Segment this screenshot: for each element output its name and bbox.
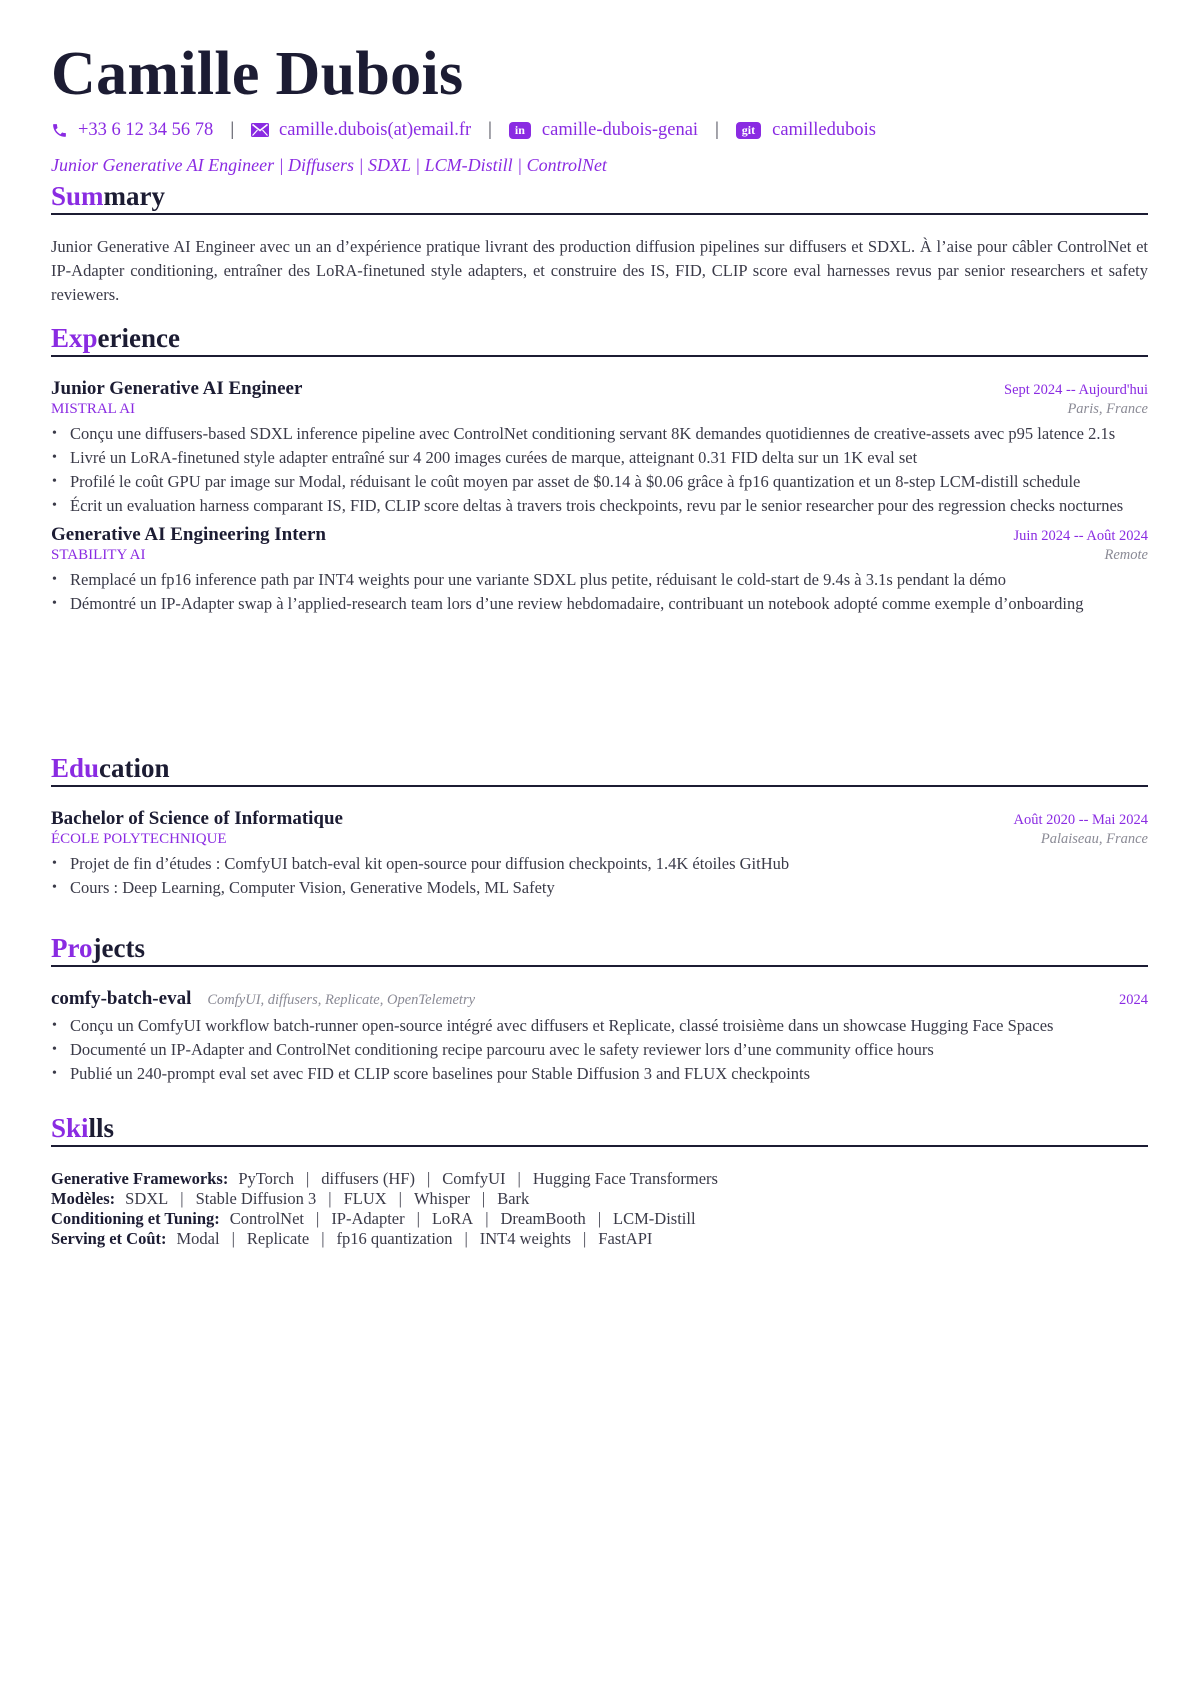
- company-name: MISTRAL AI: [51, 401, 136, 417]
- list-item: • Écrit un evaluation harness comparant IS, FID, CLIP score deltas à travers trois checkpoints, revu par le senior researcher pour des regression checks nocturnes: [70, 494, 1148, 518]
- github-icon: git: [736, 122, 761, 139]
- skill-item: FastAPI: [598, 1229, 653, 1248]
- skill-item: Replicate: [246, 1229, 310, 1248]
- linkedin-contact[interactable]: [509, 120, 698, 141]
- summary-section: [51, 180, 1148, 307]
- skill-separator: |: [416, 1209, 420, 1228]
- contact-separator: |: [488, 119, 492, 140]
- skill-separator: |: [464, 1229, 468, 1248]
- email-text: camille.dubois(at)email.fr: [279, 119, 472, 140]
- skill-item: ComfyUI: [442, 1169, 506, 1188]
- skill-separator: |: [180, 1189, 184, 1208]
- education-bullets: [51, 852, 1148, 900]
- list-item: • Publié un 240-prompt eval set avec FID et CLIP score baselines pour Stable Diffusion 3 and FLUX checkpoints: [70, 1062, 1148, 1086]
- skill-item: PyTorch: [238, 1169, 294, 1188]
- skill-category: Conditioning et Tuning:: [51, 1209, 220, 1228]
- skill-separator: |: [328, 1189, 332, 1208]
- skill-category: Generative Frameworks:: [51, 1169, 229, 1188]
- skill-category: Serving et Coût:: [51, 1229, 167, 1248]
- skill-row: [51, 1229, 1148, 1249]
- skill-item: SDXL: [125, 1189, 169, 1208]
- resume-page: [51, 38, 1148, 1248]
- skill-row: [51, 1189, 1148, 1209]
- linkedin-icon: in: [509, 122, 531, 139]
- project-title: comfy-batch-eval ComfyUI, diffusers, Replicate, OpenTelemetry: [51, 988, 476, 1009]
- experience-entry: [51, 378, 1148, 518]
- list-item: • Cours : Deep Learning, Computer Vision, Generative Models, ML Safety: [70, 876, 1148, 900]
- education-section: [51, 752, 1148, 900]
- experience-entry: [51, 524, 1148, 616]
- job-location: Remote: [1104, 547, 1148, 563]
- school-location: Palaiseau, France: [1040, 831, 1148, 847]
- list-item: • Démontré un IP-Adapter swap à l’applied-research team lors d’une review hebdomadaire, contribuant un notebook adopté comme exemple d’onboarding: [70, 592, 1148, 616]
- skill-item: fp16 quantization: [336, 1229, 453, 1248]
- skill-item: LoRA: [431, 1209, 474, 1228]
- job-location: Paris, France: [1067, 401, 1148, 417]
- skill-row: [51, 1169, 1148, 1189]
- project-entry: [51, 988, 1148, 1086]
- job-bullets: [51, 422, 1148, 518]
- skill-item: LCM-Distill: [613, 1209, 696, 1228]
- skill-item: Bark: [497, 1189, 530, 1208]
- phone-text: +33 6 12 34 56 78: [78, 119, 214, 140]
- skill-separator: |: [231, 1229, 235, 1248]
- skills-list: [51, 1169, 1148, 1249]
- summary-text: Junior Generative AI Engineer avec un an d’expérience pratique livrant des production diffusion pipelines sur diffusers et SDXL. À l’aise pour câbler ControlNet et IP-Adapter conditioning, entraîner des LoRA-finetuned style adapters, et construire des IS, FID, CLIP score eval harnesses revus par senior researchers et safety reviewers.: [51, 237, 1148, 304]
- experience-section: [51, 322, 1148, 616]
- job-bullets: [51, 568, 1148, 616]
- section-title-education: Education: [51, 752, 1148, 787]
- section-title-summary: Summary: [51, 180, 1148, 215]
- education-entry: [51, 808, 1148, 900]
- skill-item: diffusers (HF): [321, 1169, 415, 1188]
- candidate-name: [51, 38, 1148, 110]
- projects-section: [51, 932, 1148, 1086]
- skill-item: Hugging Face Transformers: [532, 1169, 718, 1188]
- skill-separator: |: [582, 1229, 587, 1248]
- section-title-projects: Projects: [51, 932, 1148, 967]
- mail-icon: [251, 123, 269, 137]
- skill-separator: |: [305, 1169, 310, 1188]
- skill-item: Stable Diffusion 3: [195, 1189, 317, 1208]
- list-item: • Remplacé un fp16 inference path par INT4 weights pour une variante SDXL plus petite, réduisant le cold-start de 9.4s à 3.1s pendant la démo: [70, 568, 1148, 592]
- github-contact[interactable]: [736, 120, 876, 141]
- phone-contact[interactable]: [51, 120, 213, 141]
- skill-item: Modal: [176, 1229, 220, 1248]
- job-title: Junior Generative AI Engineer: [51, 378, 303, 399]
- project-tech: ComfyUI, diffusers, Replicate, OpenTelemetry: [207, 992, 476, 1008]
- skill-separator: |: [316, 1209, 320, 1228]
- job-date: Sept 2024 -- Aujourd'hui: [1004, 382, 1148, 398]
- company-name: STABILITY AI: [51, 547, 146, 563]
- list-item: • Livré un LoRA-finetuned style adapter entraîné sur 4 200 images curées de marque, atteignant 0.31 FID delta sur un 1K eval set: [70, 446, 1148, 470]
- contact-separator: |: [230, 119, 235, 140]
- job-title: Generative AI Engineering Intern: [51, 524, 326, 545]
- tagline: Junior Generative AI Engineer | Diffusers | SDXL | LCM-Distill | ControlNet: [51, 155, 607, 175]
- skills-section: [51, 1112, 1148, 1249]
- linkedin-text: camille-dubois-genai: [541, 119, 699, 140]
- list-item: • Conçu une diffusers-based SDXL inference pipeline avec ControlNet conditioning servant 8K demandes quotidiennes de creative-assets avec p95 latence 2.1s: [70, 422, 1148, 446]
- skill-separator: |: [481, 1189, 486, 1208]
- phone-icon: [51, 122, 68, 139]
- section-title-experience: Experience: [51, 322, 1148, 357]
- section-title-skills: Skills: [51, 1112, 1148, 1147]
- skill-item: INT4 weights: [479, 1229, 571, 1248]
- list-item: • Profilé le coût GPU par image sur Modal, réduisant le coût moyen par asset de $0.14 à $0.06 grâce à fp16 quantization et un 8-step LCM-distill schedule: [70, 470, 1148, 494]
- first-name: Camille: [51, 40, 260, 108]
- skill-item: Whisper: [413, 1189, 470, 1208]
- github-text: camilledubois: [772, 119, 876, 140]
- skill-category: Modèles:: [51, 1189, 116, 1208]
- project-bullets: [51, 1014, 1148, 1086]
- last-name: Dubois: [275, 40, 464, 108]
- skill-separator: |: [517, 1169, 521, 1188]
- list-item: • Projet de fin d’études : ComfyUI batch-eval kit open-source pour diffusion checkpoints, 1.4K étoiles GitHub: [70, 852, 1148, 876]
- school-name: ÉCOLE POLYTECHNIQUE: [51, 831, 227, 847]
- list-item: • Documenté un IP-Adapter and ControlNet conditioning recipe parcouru avec le safety reviewer lors d’une community office hours: [70, 1038, 1148, 1062]
- skill-item: ControlNet: [229, 1209, 304, 1228]
- skill-item: IP-Adapter: [331, 1209, 405, 1228]
- skill-separator: |: [321, 1229, 325, 1248]
- contact-separator: |: [715, 119, 719, 140]
- skill-separator: |: [426, 1169, 431, 1188]
- project-date: 2024: [1119, 992, 1148, 1008]
- job-date: Juin 2024 -- Août 2024: [1013, 528, 1148, 544]
- email-contact[interactable]: [251, 120, 471, 141]
- list-item: • Conçu un ComfyUI workflow batch-runner open-source intégré avec diffusers et Replicate, classé troisième dans un showcase Hugging Face Spaces: [70, 1014, 1148, 1038]
- skill-separator: |: [398, 1189, 402, 1208]
- degree-title: Bachelor of Science of Informatique: [51, 808, 343, 829]
- skill-item: DreamBooth: [500, 1209, 586, 1228]
- skill-row: [51, 1209, 1148, 1229]
- skill-item: FLUX: [343, 1189, 387, 1208]
- contact-bar: [51, 118, 1148, 142]
- skill-separator: |: [485, 1209, 489, 1228]
- skill-separator: |: [597, 1209, 602, 1228]
- education-date: Août 2020 -- Mai 2024: [1013, 812, 1148, 828]
